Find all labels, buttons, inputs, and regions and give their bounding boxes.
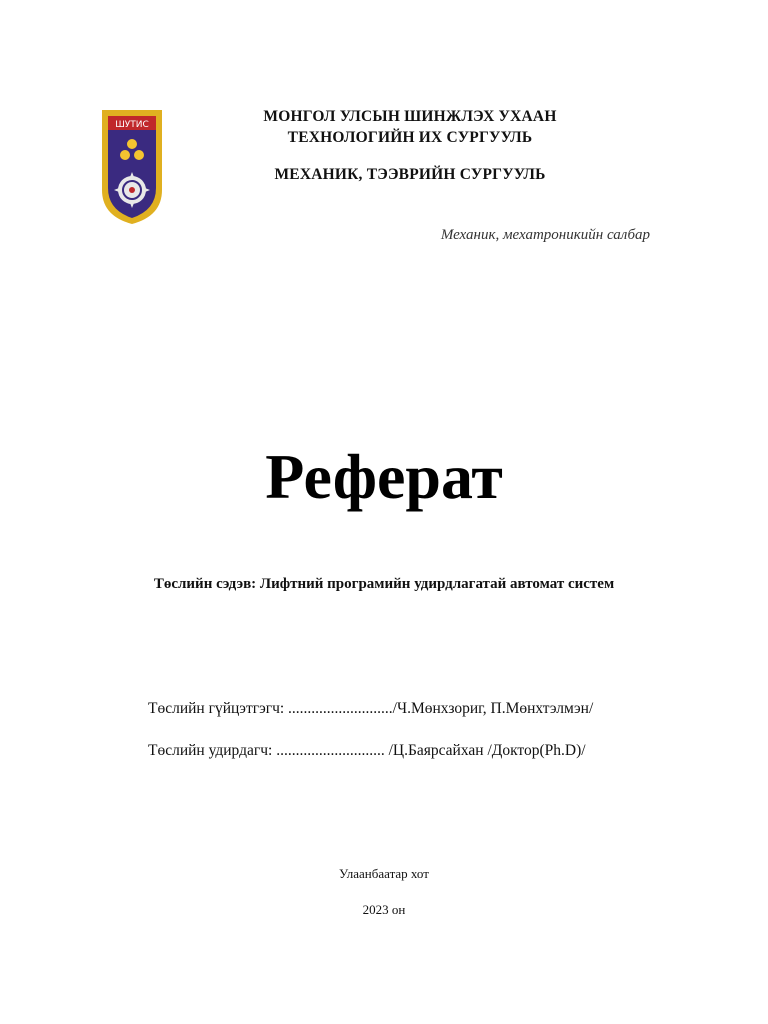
university-logo — [100, 108, 164, 226]
executor-line: Төслийн гүйцэтгэгч: .........................../Ч.Мөнхзориг, П.Мөнхтэлмэн/ — [148, 700, 594, 717]
logo-abbreviation: ШУТИС — [115, 120, 149, 130]
document-title: Реферат — [265, 441, 503, 512]
school-name: МЕХАНИК, ТЭЭВРИЙН СУРГУУЛЬ — [274, 166, 546, 183]
project-topic: Төслийн сэдэв: Лифтний програмийн удирдлагатай автомат систем — [153, 576, 615, 592]
supervisor-line: Төслийн удирдагч: ............................ /Ц.Баярсайхан /Доктор(Ph.D)/ — [148, 742, 586, 759]
year: 2023 он — [362, 902, 406, 917]
university-name-line2: ТЕХНОЛОГИЙН ИХ СУРГУУЛЬ — [287, 129, 533, 146]
city-name: Улаанбаатар хот — [339, 866, 429, 881]
university-name-line1: МОНГОЛ УЛСЫН ШИНЖЛЭХ УХААН — [263, 108, 557, 125]
department-name: Механик, мехатроникийн салбар — [440, 227, 650, 243]
